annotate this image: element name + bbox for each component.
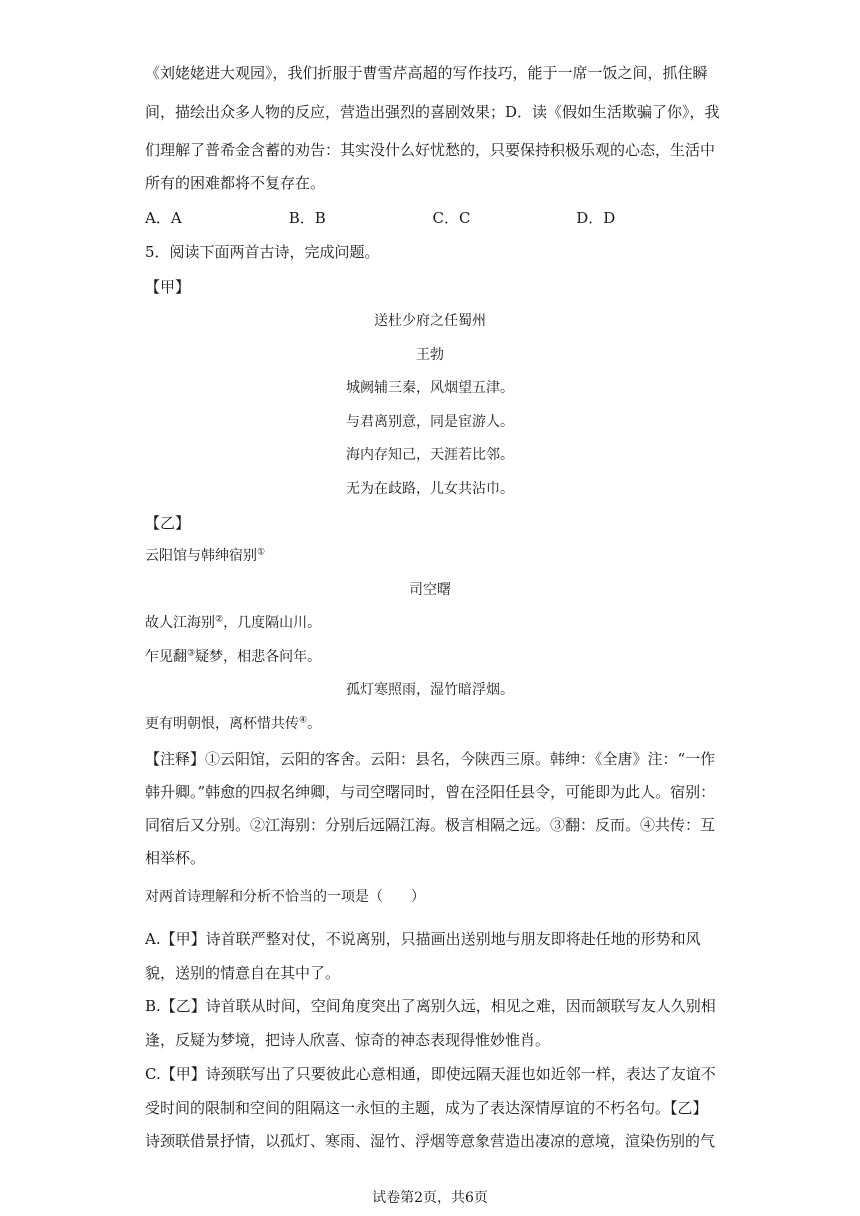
yi-line-1	[145, 612, 720, 634]
yi-line-1-b: ，几度隔山川。	[223, 615, 322, 631]
jia-line-2: 与君离别意，同是宦游人。	[346, 414, 514, 430]
jia-line-4: 无为在歧路，儿女共沾巾。	[346, 481, 514, 497]
q4-option-d: D．D	[576, 209, 616, 227]
footnote-marker-4: ④	[299, 715, 308, 726]
jia-line-3: 海内存知己，天涯若比邻。	[346, 447, 514, 463]
yi-title	[145, 545, 720, 567]
q4-option-b: B．B	[288, 209, 326, 227]
yi-line-4	[145, 713, 720, 735]
continuation-line-4: 所有的困难都将不复存在。	[145, 174, 326, 192]
yi-line-4-a: 更有明朝恨，离杯惜共传	[145, 716, 299, 732]
q5-option-c-line-3: 诗颈联借景抒情，以孤灯、寒雨、湿竹、浮烟等意象营造出凄凉的意境，渲染伤别的气	[145, 1132, 716, 1150]
q4-options	[145, 207, 720, 229]
yi-label: 【乙】	[145, 514, 191, 532]
q5-option-c-line-2: 受时间的限制和空间的阻隔这一永恒的主题，成为了表达深情厚谊的不朽名句。【乙】	[145, 1099, 708, 1117]
jia-label: 【甲】	[145, 278, 191, 296]
q5-option-b-line-1: B.【乙】诗首联从时间，空间角度突出了离别久远，相见之难，因而颔联写友人久别相	[145, 997, 716, 1015]
yi-line-2-a: 乍见翻	[145, 649, 187, 665]
jia-title: 送杜少府之任蜀州	[374, 313, 486, 329]
yi-line-2-b: 疑梦，相悲各问年。	[195, 649, 322, 665]
footnote-marker-3: ③	[187, 648, 196, 659]
jia-author: 王勃	[416, 347, 444, 363]
yi-line-4-b: 。	[307, 716, 322, 732]
continuation-line-2: 间，描绘出众多人物的反应，营造出强烈的喜剧效果；D．读《假如生活欺骗了你》，我	[145, 103, 720, 121]
notes-line-2: 韩升卿。”韩愈的四叔名绅卿，与司空曙同时，曾在泾阳任县令，可能即为此人。宿别：	[145, 783, 716, 801]
yi-line-3: 孤灯寒照雨，湿竹暗浮烟。	[346, 682, 514, 698]
jia-line-1: 城阙辅三秦，风烟望五津。	[346, 380, 514, 396]
page-footer: 试卷第2页，共6页	[372, 1190, 488, 1206]
yi-line-1-a: 故人江海别	[145, 615, 215, 631]
footnote-marker-1: ①	[257, 547, 266, 558]
yi-line-2	[145, 646, 720, 668]
q5-option-a-line-2: 貌，送别的情意自在其中了。	[145, 964, 341, 982]
continuation-line-1: 《刘姥姥进大观园》，我们折服于曹雪芹高超的写作技巧，能于一席一饭之间，抓住瞬	[145, 64, 708, 82]
q5-option-b-line-2: 逢，反疑为梦境，把诗人欣喜、惊奇的神态表现得惟妙惟肖。	[145, 1031, 551, 1049]
q4-option-c: C．C	[432, 209, 471, 227]
q5-question: 对两首诗理解和分析不恰当的一项是（ ）	[145, 889, 425, 905]
notes-line-4: 相举杯。	[145, 849, 206, 867]
continuation-line-3: 们理解了普希金含蓄的劝告：其实没什么好忧愁的，只要保持积极乐观的心态，生活中	[145, 141, 716, 159]
footnote-marker-2: ②	[215, 614, 224, 625]
yi-author: 司空曙	[409, 582, 451, 598]
notes-line-3: 同宿后又分别。②江海别：分别后远隔江海。极言相隔之远。③翻：反而。④共传：互	[145, 816, 716, 834]
notes-line-1: 【注释】①云阳馆，云阳的客舍。云阳：县名，今陕西三原。韩绅：《全唐》注：“一作	[145, 750, 716, 768]
q5-option-c-line-1: C.【甲】诗颈联写出了只要彼此心意相通，即使远隔天涯也如近邻一样，表达了友谊不	[145, 1065, 716, 1083]
q5-stem: 5．阅读下面两首古诗，完成问题。	[145, 243, 380, 261]
q5-option-a-line-1: A.【甲】诗首联严整对仗，不说离别，只描画出送别地与朋友即将赴任地的形势和风	[145, 930, 701, 948]
q4-option-a: A．A	[145, 209, 182, 227]
yi-title-text: 云阳馆与韩绅宿别	[145, 548, 257, 564]
